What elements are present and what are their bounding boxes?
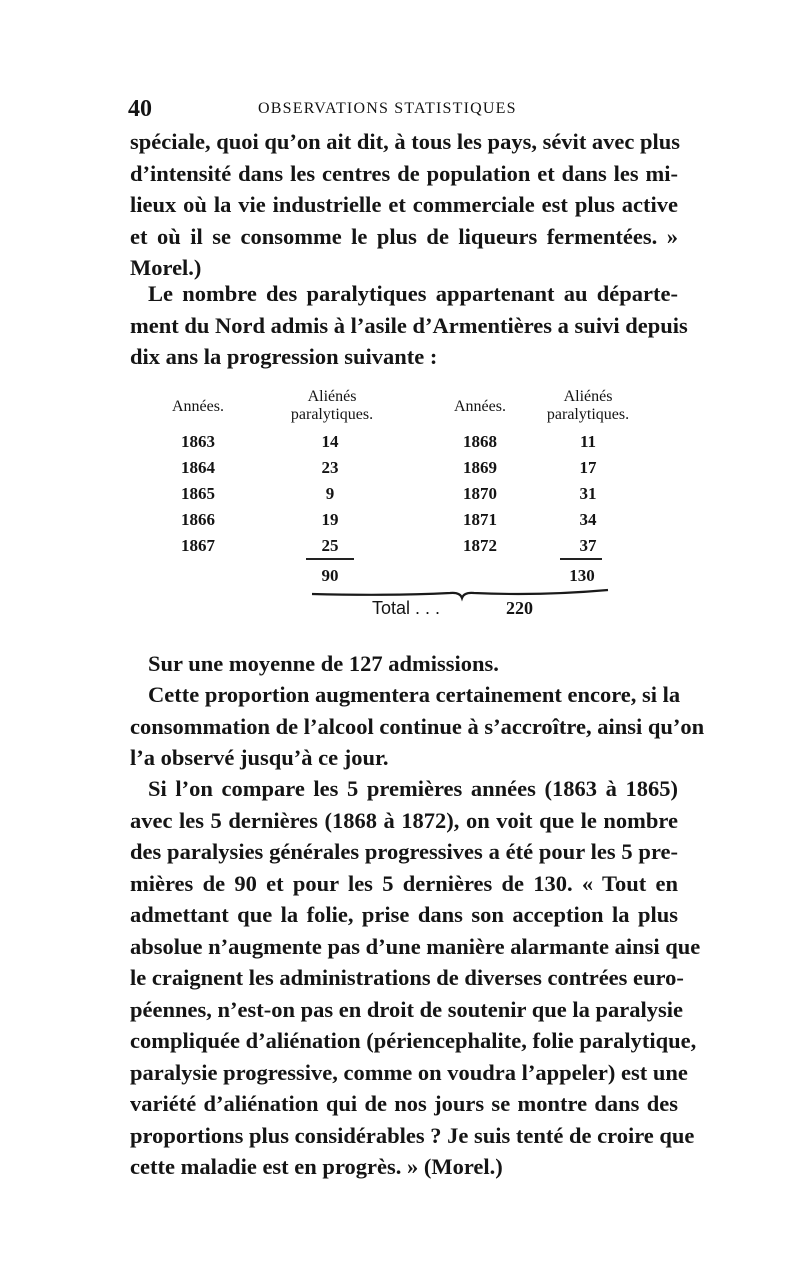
year-cell: 1865 (181, 484, 215, 503)
text-line: absolue n’augmente pas d’une manière alarmante ainsi que (130, 933, 701, 959)
text-line: spéciale, quoi qu’on ait dit, à tous les pays, sévit avec plus (130, 129, 681, 154)
header-line: Aliénés (307, 388, 357, 405)
text-line: Le nombre des paralytiques appartenant au départe- (148, 281, 678, 306)
text-line: variété d’aliénation qui de nos jours se montre dans des (130, 1091, 678, 1116)
body-paragraph-2 (130, 679, 705, 774)
header-paralytics-left (272, 388, 392, 424)
text-line: avec les 5 dernières (1868 à 1872), on voit que le nombre (130, 807, 678, 833)
body-paragraph-3 (130, 773, 701, 1183)
total-value: 220 (506, 598, 533, 618)
header-line: Aliénés (563, 388, 613, 405)
header-line: paralytiques. (546, 406, 630, 423)
year-cell: 1868 (463, 432, 497, 451)
text-line: Sur une moyenne de 127 admissions. (148, 651, 499, 676)
text-line: dix ans la progression suivante : (130, 344, 438, 369)
body-paragraph-1 (148, 648, 499, 680)
count-cell: 34 (579, 510, 597, 529)
text-line: mières de 90 et pour les 5 dernières de 130. « Tout en (130, 870, 678, 896)
count-cell: 17 (579, 458, 597, 477)
year-cell: 1863 (181, 432, 215, 451)
text-line: le craignent les administrations de diverses contrées euro- (130, 965, 684, 990)
text-line: Cette proportion augmentera certainement encore, si la (148, 682, 681, 707)
year-cell: 1871 (463, 510, 497, 529)
count-cell: 37 (579, 536, 597, 555)
text-line: proportions plus considérables ? Je suis tenté de croire que (130, 1122, 695, 1148)
text-line: paralysie progressive, comme on voudra l’appeler) est une (130, 1059, 688, 1085)
count-cell: 14 (321, 432, 339, 451)
count-cell: 23 (321, 458, 339, 477)
year-cell: 1870 (463, 484, 497, 503)
subtotal-rule-left (306, 558, 354, 560)
text-line: consommation de l’alcool continue à s’accroître, ainsi qu’on (130, 713, 705, 739)
brace-line (310, 584, 610, 604)
count-cell: 11 (579, 432, 597, 451)
subtotal-rule-right (560, 558, 602, 560)
year-cell: 1867 (181, 536, 215, 555)
text-line: Morel.) (130, 255, 202, 280)
header-line: paralytiques. (290, 406, 374, 423)
count-cell: 31 (579, 484, 597, 503)
text-line: péennes, n’est-on pas en droit de soutenir que la paralysie (130, 996, 683, 1022)
text-line: l’a observé jusqu’à ce jour. (130, 745, 389, 770)
header-years-left: Années. (172, 398, 224, 415)
header-years-right: Années. (454, 398, 506, 415)
subtotal-right: 130 (569, 566, 595, 585)
text-line: ment du Nord admis à l’asile d’Armentières a suivi depuis (130, 312, 688, 338)
count-cell: 9 (325, 484, 335, 503)
text-line: admettant que la folie, prise dans son acception la plus (130, 902, 678, 927)
text-line: et où il se consomme le plus de liqueurs fermentées. » (130, 223, 678, 249)
year-cell: 1864 (181, 458, 215, 477)
count-cell: 19 (321, 510, 339, 529)
year-cell: 1872 (463, 536, 497, 555)
count-cell: 25 (321, 536, 339, 555)
year-cell: 1866 (181, 510, 215, 529)
header-paralytics-right (528, 388, 648, 424)
subtotal-left: 90 (321, 566, 339, 585)
total-label: Total . . . (372, 598, 441, 618)
running-head: OBSERVATIONS STATISTIQUES (258, 100, 517, 117)
page-number: 40 (128, 96, 152, 122)
text-line: cette maladie est en progrès. » (Morel.) (130, 1154, 503, 1179)
text-line: d’intensité dans les centres de population et dans les mi- (130, 160, 678, 186)
text-line: des paralysies générales progressives a été pour les 5 pre- (130, 839, 678, 864)
text-line: compliquée d’aliénation (périencephalite, folie paralytique, (130, 1028, 697, 1053)
text-line: Si l’on compare les 5 premières années (1863 à 1865) (148, 776, 678, 801)
year-cell: 1869 (463, 458, 497, 477)
text-line: lieux où la vie industrielle et commerciale est plus active (130, 192, 678, 217)
